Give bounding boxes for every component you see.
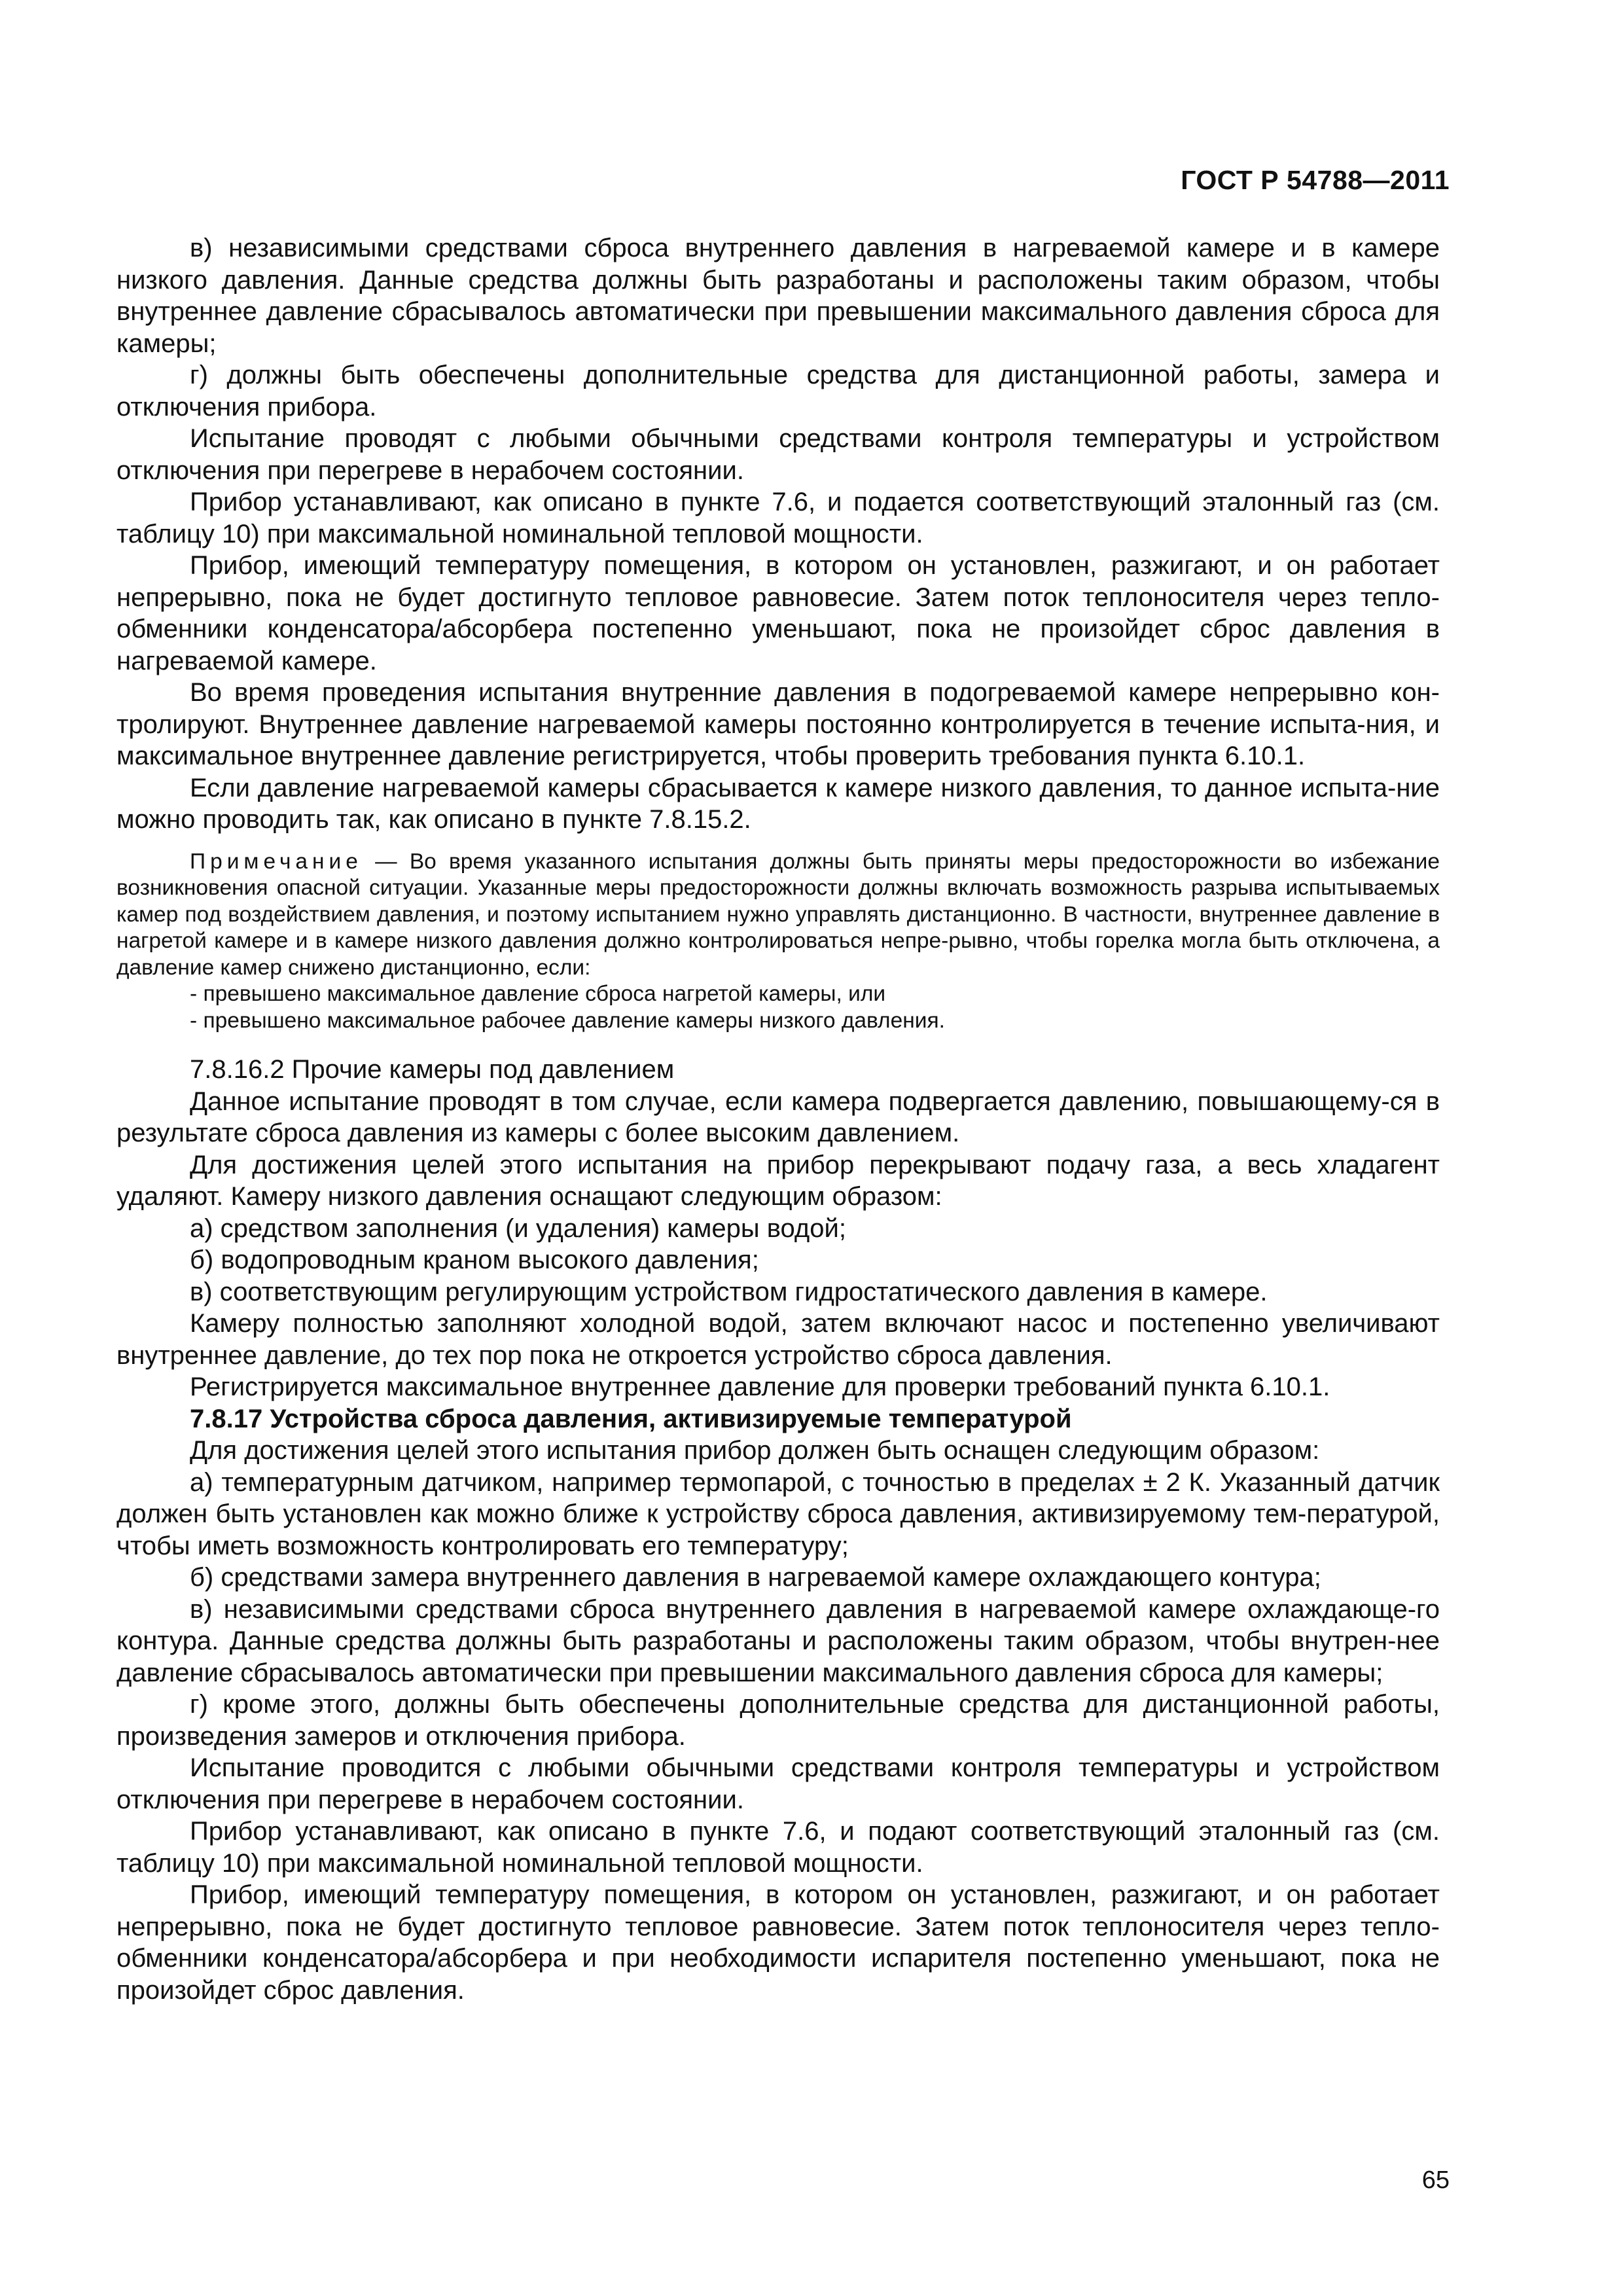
paragraph: Если давление нагреваемой камеры сбрасывается к камере низкого давления, то данное испыта-ние можно проводить так, как описано в пункте 7.8.15.2. <box>116 773 1440 834</box>
note-text: — Во время указанного испытания должны быть приняты меры предосторожности во избежание возникновения опасной ситуации. Указанные меры предосторожности должны включать возможность разрыва испытываемых камер под воздействием давления, и поэтому испытанием нужно управлять дистанционно. В частности, внутреннее давление в нагретой камере и в камере низкого давления должно контролироваться непре-рывно, чтобы горелка могла быть отключена, а давление камер снижено дистанционно, если: <box>116 849 1440 980</box>
document-header: ГОСТ Р 54788—2011 <box>1181 165 1450 195</box>
paragraph: г) должны быть обеспечены дополнительные средства для дистанционной работы, замера и отключения прибора. <box>116 361 1440 422</box>
list-item: в) соответствующим регулирующим устройством гидростатического давления в камере. <box>190 1277 1268 1306</box>
paragraph: Данное испытание проводят в том случае, если камера подвергается давлению, повышающему-ся в результате сброса давления из камеры с более высоким давлением. <box>116 1086 1440 1147</box>
paragraph: Прибор устанавливают, как описано в пункте 7.6, и подают соответствующий эталонный газ (см. таблицу 10) при максимальной номинальной тепловой мощности. <box>116 1817 1440 1878</box>
page-number: 65 <box>1421 2166 1450 2194</box>
paragraph: в) независимыми средствами сброса внутреннего давления в нагреваемой камере и в камере низкого давления. Данные средства должны быть разработаны и расположены таким образом, чтобы внутреннее давление сбрасывалось автоматически при превышении максимального давления сброса для камеры; <box>116 234 1440 358</box>
paragraph: Испытание проводится с любыми обычными средствами контроля температуры и устройством отключения при перегреве в нерабочем состоянии. <box>116 1753 1440 1814</box>
list-item: в) независимыми средствами сброса внутреннего давления в нагреваемой камере охлаждающе-го контура. Данные средства должны быть разработаны и расположены таким образом, чтобы внутрен-нее давление сбрасывалось автоматически при превышении максимального давления сброса для камеры; <box>116 1594 1440 1687</box>
note-paragraph <box>116 849 1440 982</box>
paragraph: Камеру полностью заполняют холодной водой, затем включают насос и постепенно увеличивают внутреннее давление, до тех пор пока не откроется устройство сброса давления. <box>116 1309 1440 1370</box>
list-item: г) кроме этого, должны быть обеспечены дополнительные средства для дистанционной работы, произведения замеров и отключения прибора. <box>116 1690 1440 1751</box>
note-list-item: - превышено максимальное давление сброса нагретой камеры, или <box>190 982 886 1006</box>
list-item: б) средствами замера внутреннего давления в нагреваемой камере охлаждающего контура; <box>190 1563 1321 1592</box>
list-item: а) температурным датчиком, например термопарой, с точностью в пределах ± 2 К. Указанный датчик должен быть установлен как можно ближе к устройству сброса давления, активизируемому тем-пературой, чтобы иметь возможность контролировать его температуру; <box>116 1467 1440 1560</box>
list-item: а) средством заполнения (и удаления) камеры водой; <box>190 1213 846 1243</box>
paragraph: Для достижения целей этого испытания прибор должен быть оснащен следующим образом: <box>190 1436 1320 1465</box>
paragraph: Прибор, имеющий температуру помещения, в котором он установлен, разжигают, и он работает непрерывно, пока не будет достигнуто тепловое равновесие. Затем поток теплоносителя через тепло-обменники конденсатора/абсорбера и при необходимости испарителя постепенно уменьшают, пока не произойдет сброс давления. <box>116 1880 1440 2005</box>
page-content <box>116 232 1440 2006</box>
paragraph: Регистрируется максимальное внутреннее давление для проверки требований пункта 6.10.1. <box>190 1372 1330 1401</box>
paragraph: Прибор, имеющий температуру помещения, в котором он установлен, разжигают, и он работает непрерывно, пока не будет достигнуто тепловое равновесие. Затем поток теплоносителя через тепло-обменники конденсатора/абсорбера постепенно уменьшают, пока не произойдет сброс давления в нагреваемой камере. <box>116 551 1440 675</box>
paragraph: Для достижения целей этого испытания на прибор перекрывают подачу газа, а весь хладагент удаляют. Камеру низкого давления оснащают следующим образом: <box>116 1150 1440 1211</box>
note-label: Примечание <box>190 849 363 874</box>
subsection-heading: 7.8.16.2 Прочие камеры под давлением <box>190 1055 675 1084</box>
paragraph: Испытание проводят с любыми обычными средствами контроля температуры и устройством отключения при перегреве в нерабочем состоянии. <box>116 424 1440 485</box>
note-list-item: - превышено максимальное рабочее давление камеры низкого давления. <box>190 1008 945 1033</box>
paragraph: Прибор устанавливают, как описано в пункте 7.6, и подается соответствующий эталонный газ (см. таблицу 10) при максимальной номинальной тепловой мощности. <box>116 488 1440 548</box>
note-block <box>116 849 1440 1035</box>
section-heading: 7.8.17 Устройства сброса давления, активизируемые температурой <box>190 1404 1072 1433</box>
paragraph: Во время проведения испытания внутренние давления в подогреваемой камере непрерывно кон-тролируют. Внутреннее давление нагреваемой камеры постоянно контролируется в течение испыта-ния, и максимальное внутреннее давление регистрируется, чтобы проверить требования пункта 6.10.1. <box>116 678 1440 770</box>
list-item: б) водопроводным краном высокого давления; <box>190 1246 759 1274</box>
